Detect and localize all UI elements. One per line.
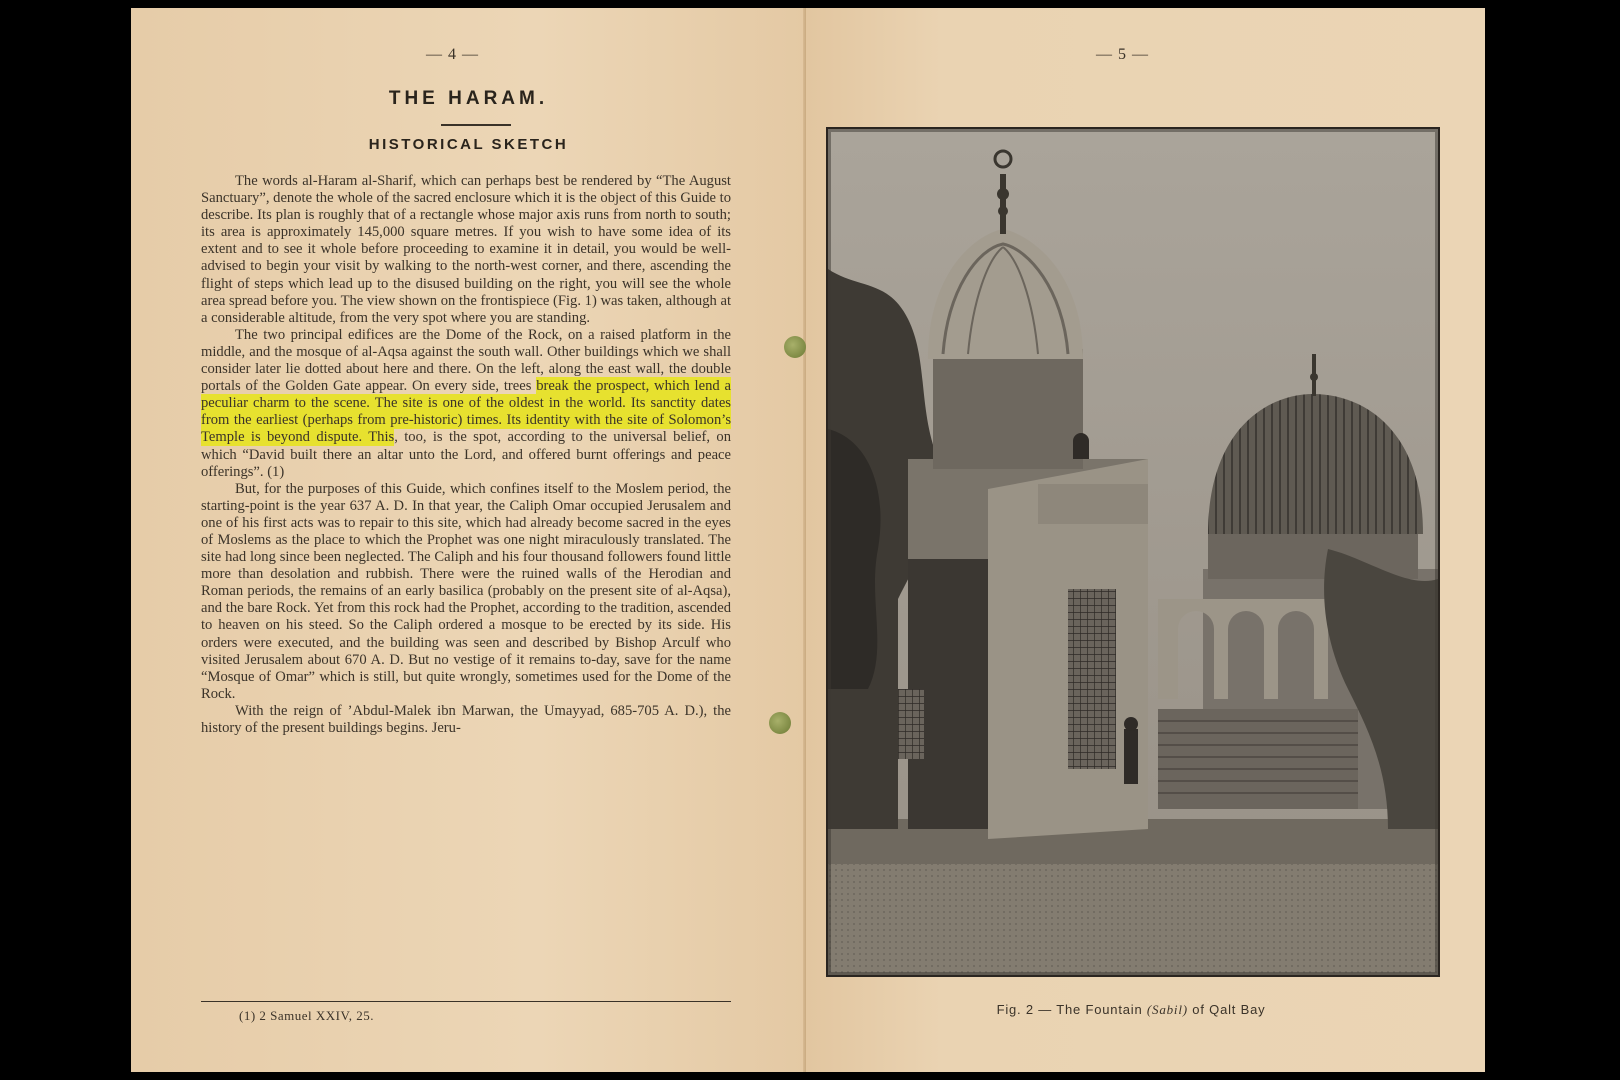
paragraph-1 (201, 173, 731, 327)
caption-italic: (Sabil) (1146, 1002, 1188, 1017)
photograph-fountain (826, 127, 1440, 977)
left-page (131, 8, 806, 1072)
paragraph-4 (201, 703, 731, 737)
binding-hole-bottom (769, 712, 791, 734)
page-number-left: — 4 — (426, 46, 479, 63)
highlighted-passage[interactable]: break the prospect, which lend a peculiar charm to the scene. The site is one of the oldest in the world. Its sanctity dates from the earliest (perhaps from pre-historic) times. Its identity with the site of Solomon’s Temple is beyond dispute. This (201, 378, 731, 446)
paragraph-1-text: The words al-Haram al-Sharif, which can perhaps best be rendered by “The August Sanctuary”, denote the whole of the sacred enclosure which it is the object of this Guide to describe. Its plan is roughly that of a rectangle whose major axis runs from north to south; its area is approximately 145,000 square metres. If you wish to have some idea of its extent and to see it whole before proceeding to examine it in detail, you would be well-advised to begin your visit by walking to the north-west corner, and there, ascending the flight of steps which lead up to the disused building on the right, you will see the whole area spread before you. The view shown on the frontispiece (Fig. 1) was taken, although at a considerable altitude, from the very spot where you are standing. (201, 173, 731, 326)
caption-suffix: of Qalt Bay (1187, 1002, 1266, 1017)
binding-hole-top (784, 336, 806, 358)
paragraph-3 (201, 481, 731, 703)
footnote-divider (201, 1001, 731, 1002)
page-number-right: — 5 — (1096, 46, 1149, 63)
figure-caption (826, 1002, 1436, 1018)
caption-prefix: Fig. 2 — The Fountain (996, 1002, 1147, 1017)
paragraph-2-text-before: The two principal edifices are the Dome of the Rock, on a raised platform in the middle, and the mosque of al-Aqsa against the south wall. Other buildings which we shall consider later lie dotted about here and there. On the left, along the east wall, the double portals of the Golden Gate appear. On every side, trees (201, 326, 731, 395)
paragraph-2 (201, 327, 731, 481)
section-subtitle: HISTORICAL SKETCH (368, 136, 569, 153)
photograph-fountain-image (828, 129, 1438, 975)
footnote: (1) 2 Samuel XXIV, 25. (239, 1008, 374, 1023)
body-text (201, 173, 731, 737)
paragraph-2-text-after: , too, is the spot, according to the universal belief, on which “David built there an altar unto the Lord, and offered burnt offerings and peace offerings”. (1) (201, 429, 731, 480)
page-title: THE HARAM. (388, 88, 549, 109)
title-divider (441, 124, 511, 126)
paragraph-3-text: But, for the purposes of this Guide, which confines itself to the Moslem period, the starting-point is the year 637 A. D. In that year, the Caliph Omar occupied Jerusalem and one of his first acts was to repair to this site, which had already become sacred in the eyes of Moslems as the place to which the Prophet was one night miraculously translated. The site had long since been neglected. The Caliph and his four thousand followers found little more than desolation and rubbish. There were the ruined walls of the Herodian and Roman periods, the remains of an early basilica (probably on the present site of al-Aqsa), and the bare Rock. Yet from this rock had the Prophet, according to the tradition, ascended to heaven on his steed. So the Caliph ordered a mosque to be erected by its side. His orders were executed, and the building was seen and described by Bishop Arculf who visited Jerusalem about 670 A. D. But no vestige of it remains to-day, save for the name “Mosque of Omar” which is still, but quite wrongly, sometimes used for the Dome of the Rock. (201, 480, 731, 702)
paragraph-4-text: With the reign of ’Abdul-Malek ibn Marwan, the Umayyad, 685-705 A. D.), the history of the present buildings begins. Jeru- (201, 702, 731, 736)
